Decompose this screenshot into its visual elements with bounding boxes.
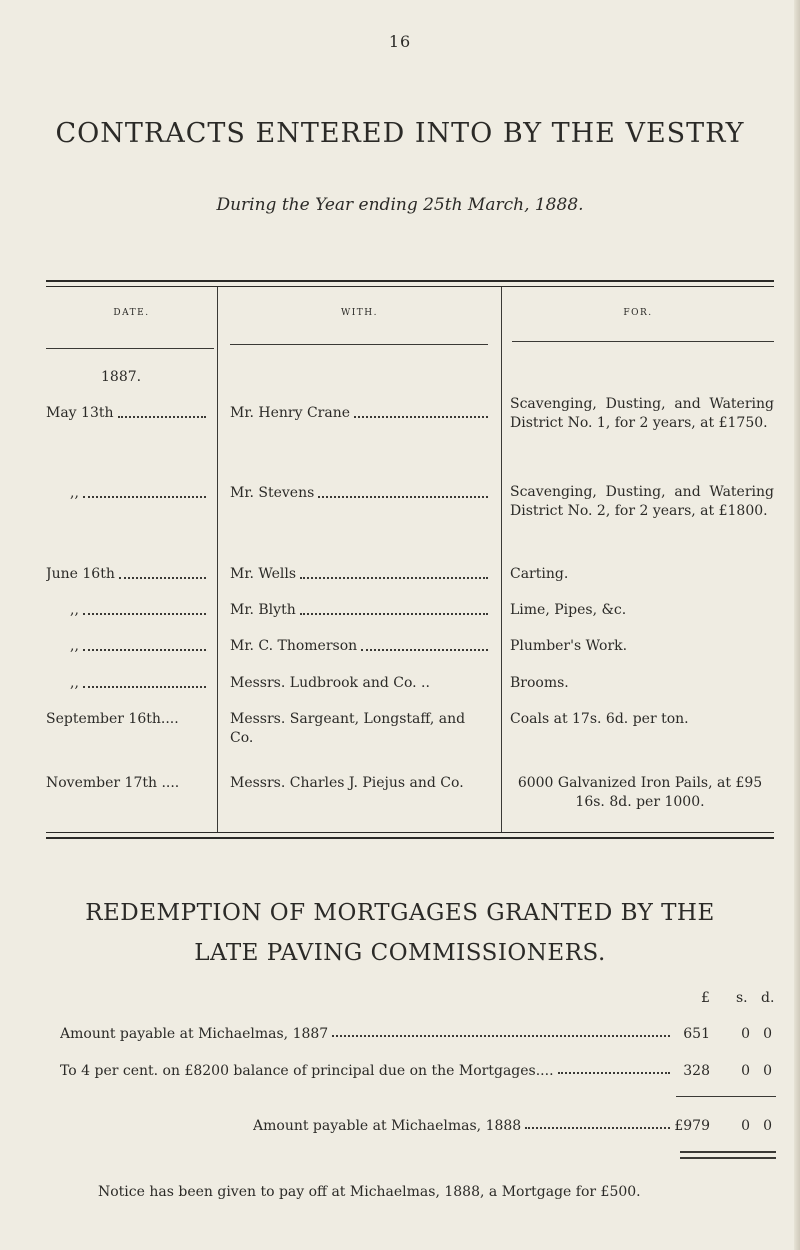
header-with: WITH. <box>340 308 379 318</box>
page-edge <box>794 0 800 1250</box>
redemption-row <box>60 1063 670 1079</box>
page-number: 16 <box>388 32 412 51</box>
table-row-for: Brooms. <box>510 675 569 691</box>
contractor-text: Mr. C. Thomerson <box>230 638 358 654</box>
table-row-with <box>230 404 488 423</box>
contractor-text: Mr. Blyth <box>230 602 296 618</box>
amount-pounds: 651 <box>683 1026 710 1042</box>
table-row-date: September 16th.... <box>46 711 179 727</box>
date-text: May 13th <box>46 405 114 421</box>
column-divider-1 <box>217 287 218 832</box>
table-row-for: 6000 Galvanized Iron Pails, at £95 16s. 8d. per 1000. <box>517 775 763 810</box>
table-row-for: Scavenging, Dusting, and Watering District No. 2, for 2 years, at £1800. <box>510 484 774 519</box>
redemption-row <box>60 1026 670 1042</box>
table-row-date: November 17th .... <box>46 775 180 791</box>
table-row-date <box>70 601 206 620</box>
table-row-with: Messrs. Charles J. Piejus and Co. <box>230 775 464 791</box>
amount-pounds: 328 <box>683 1063 710 1079</box>
table-row-with <box>230 565 488 584</box>
table-bottom-rule-thin <box>46 832 774 833</box>
page-subtitle: During the Year ending 25th March, 1888. <box>216 195 584 215</box>
total-rule-2 <box>680 1157 776 1159</box>
header-date: DATE. <box>113 308 150 318</box>
redemption-total-row <box>253 1118 670 1134</box>
total-pence: 0 <box>763 1118 772 1134</box>
date-text: ,, <box>70 638 79 654</box>
table-row-for: Plumber's Work. <box>510 638 628 654</box>
contracts-year: 1887. <box>101 369 142 385</box>
amount-shillings: 0 <box>741 1026 750 1042</box>
table-row-with <box>230 637 488 656</box>
pence-header: d. <box>761 990 775 1006</box>
amount-pence: 0 <box>763 1063 772 1079</box>
header-rule-with <box>230 344 488 345</box>
redemption-title-line1: REDEMPTION OF MORTGAGES GRANTED BY THE <box>85 900 715 926</box>
amount-pence: 0 <box>763 1026 772 1042</box>
table-row-with: Messrs. Ludbrook and Co. .. <box>230 675 430 691</box>
table-row-with <box>230 601 488 620</box>
date-text: June 16th <box>46 566 115 582</box>
date-text: ,, <box>70 602 79 618</box>
table-row-for: Coals at 17s. 6d. per ton. <box>510 711 689 727</box>
amount-shillings: 0 <box>741 1063 750 1079</box>
column-divider-2 <box>501 287 502 832</box>
contractor-text: Mr. Wells <box>230 566 297 582</box>
total-rule-1 <box>680 1151 776 1153</box>
date-text: ,, <box>70 675 79 691</box>
table-top-rule <box>46 280 774 282</box>
contractor-text: Mr. Henry Crane <box>230 405 351 421</box>
table-row-date <box>46 565 206 584</box>
table-row-for: Scavenging, Dusting, and Watering District No. 1, for 2 years, at £1750. <box>510 396 774 431</box>
total-pounds: £979 <box>674 1118 710 1134</box>
contractor-text: Mr. Stevens <box>230 485 315 501</box>
table-row-with: Messrs. Sargeant, Longstaff, and Co. <box>230 711 466 746</box>
table-row-for: Carting. <box>510 566 569 582</box>
page-title: CONTRACTS ENTERED INTO BY THE VESTRY <box>55 118 745 149</box>
redemption-label: To 4 per cent. on £8200 balance of principal due on the Mortgages.... <box>60 1063 554 1079</box>
sum-rule <box>676 1096 776 1097</box>
date-text: ,, <box>70 485 79 501</box>
redemption-title-line2: LATE PAVING COMMISSIONERS. <box>194 940 606 966</box>
header-rule-for <box>512 341 774 342</box>
shillings-header: s. <box>736 990 748 1006</box>
pounds-header: £ <box>701 990 710 1006</box>
redemption-total-label: Amount payable at Michaelmas, 1888 <box>253 1118 522 1134</box>
redemption-notice: Notice has been given to pay off at Michaelmas, 1888, a Mortgage for £500. <box>98 1184 641 1200</box>
header-rule-date <box>46 348 214 349</box>
table-row-date <box>70 674 206 693</box>
table-row-with <box>230 484 488 503</box>
total-shillings: 0 <box>741 1118 750 1134</box>
table-row-date <box>70 484 206 503</box>
table-bottom-rule <box>46 837 774 839</box>
table-row-date <box>70 637 206 656</box>
table-row-date <box>46 404 206 423</box>
header-for: FOR. <box>623 308 653 318</box>
table-row-for: Lime, Pipes, &c. <box>510 602 627 618</box>
redemption-label: Amount payable at Michaelmas, 1887 <box>60 1026 329 1042</box>
table-top-rule-thin <box>46 286 774 287</box>
